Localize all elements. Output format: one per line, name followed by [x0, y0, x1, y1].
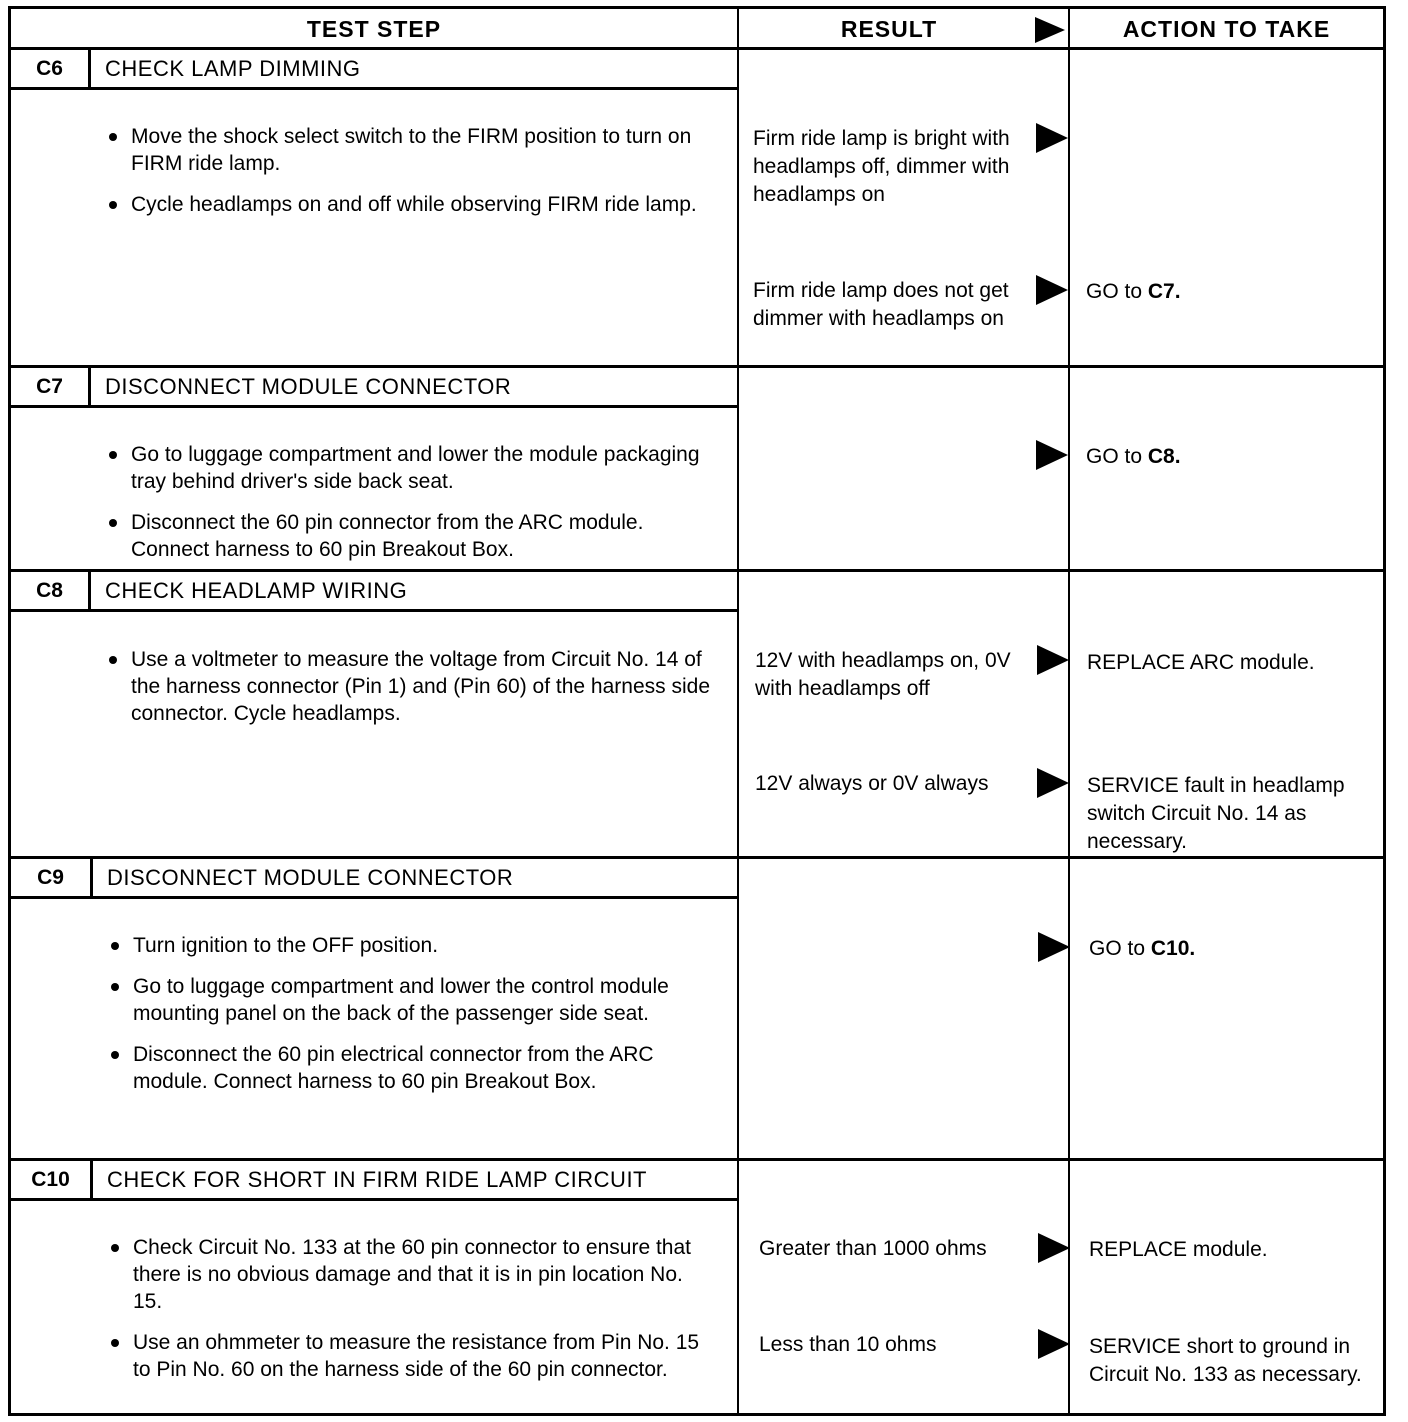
column-divider-action — [1068, 9, 1070, 1413]
diagnostic-table — [8, 6, 1386, 1416]
header-arrow-icon — [1035, 17, 1065, 43]
arrow-icon — [1038, 1233, 1070, 1263]
step-list-c10 — [105, 1234, 715, 1397]
step-item: Move the shock select switch to the FIRM position to turn on FIRM ride lamp. — [103, 123, 713, 177]
section-title-c7: DISCONNECT MODULE CONNECTOR — [105, 374, 512, 399]
result-text: Firm ride lamp is bright with headlamps off, dimmer with headlamps on — [753, 127, 1010, 206]
column-divider-result — [737, 9, 739, 1413]
header-action: ACTION TO TAKE — [1122, 16, 1331, 42]
action-text: REPLACE module. — [1089, 1238, 1268, 1261]
action-text: REPLACE ARC module. — [1087, 651, 1315, 674]
result-text: 12V always or 0V always — [755, 772, 989, 795]
step-list-c9 — [105, 932, 715, 1109]
section-title-divider — [11, 87, 737, 90]
arrow-icon — [1038, 932, 1070, 962]
header-result: RESULT — [840, 16, 938, 42]
section-title-c6: CHECK LAMP DIMMING — [105, 56, 361, 81]
step-list-c8 — [103, 646, 727, 741]
section-id-c7: C7 — [11, 368, 91, 405]
section-id-c10: C10 — [11, 1161, 93, 1198]
arrow-icon — [1036, 275, 1068, 305]
section-title-c10: CHECK FOR SHORT IN FIRM RIDE LAMP CIRCUIT — [107, 1167, 647, 1192]
section-title-c8: CHECK HEADLAMP WIRING — [105, 578, 408, 603]
arrow-icon — [1038, 1329, 1070, 1359]
step-list-c6 — [103, 123, 713, 232]
step-item: Go to luggage compartment and lower the module packaging tray behind driver's side back seat. — [103, 441, 713, 495]
step-item: Use an ohmmeter to measure the resistance from Pin No. 15 to Pin No. 60 on the harness side of the 60 pin connector. — [105, 1329, 715, 1383]
action-text: GO to C10. — [1089, 937, 1196, 960]
step-item: Disconnect the 60 pin connector from the ARC module. Connect harness to 60 pin Breakout Box. — [103, 509, 713, 563]
step-item: Go to luggage compartment and lower the control module mounting panel on the back of the passenger side seat. — [105, 973, 715, 1027]
step-item: Disconnect the 60 pin electrical connector from the ARC module. Connect harness to 60 pin Breakout Box. — [105, 1041, 715, 1095]
section-id-c9: C9 — [11, 859, 93, 896]
result-text: Firm ride lamp does not get dimmer with headlamps on — [753, 279, 1009, 330]
section-title-divider — [11, 896, 737, 899]
section-title-divider — [11, 1198, 737, 1201]
result-text: Greater than 1000 ohms — [759, 1237, 987, 1260]
action-text: SERVICE fault in headlamp switch Circuit No. 14 as necessary. — [1087, 774, 1345, 853]
section-title-divider — [11, 609, 737, 612]
action-text: SERVICE short to ground in Circuit No. 133 as necessary. — [1089, 1335, 1362, 1386]
step-item: Turn ignition to the OFF position. — [105, 932, 715, 959]
section-id-c6: C6 — [11, 50, 91, 87]
header-test-step: TEST STEP — [306, 16, 442, 42]
action-text: GO to C7. — [1086, 280, 1181, 303]
action-text: GO to C8. — [1086, 445, 1181, 468]
step-item: Use a voltmeter to measure the voltage from Circuit No. 14 of the harness connector (Pin 1) and (Pin 60) of the harness side connector. Cycle headlamps. — [103, 646, 727, 727]
arrow-icon — [1036, 440, 1068, 470]
step-list-c7 — [103, 441, 713, 577]
arrow-icon — [1037, 768, 1069, 798]
result-text: Less than 10 ohms — [759, 1333, 937, 1356]
section-title-divider — [11, 405, 737, 408]
arrow-icon — [1036, 123, 1068, 153]
step-item: Check Circuit No. 133 at the 60 pin connector to ensure that there is no obvious damage and that it is in pin location No. 15. — [105, 1234, 715, 1315]
step-item: Cycle headlamps on and off while observing FIRM ride lamp. — [103, 191, 713, 218]
result-text: 12V with headlamps on, 0V with headlamps off — [755, 649, 1011, 700]
section-id-c8: C8 — [11, 572, 91, 609]
arrow-icon — [1037, 645, 1069, 675]
section-title-c9: DISCONNECT MODULE CONNECTOR — [107, 865, 514, 890]
